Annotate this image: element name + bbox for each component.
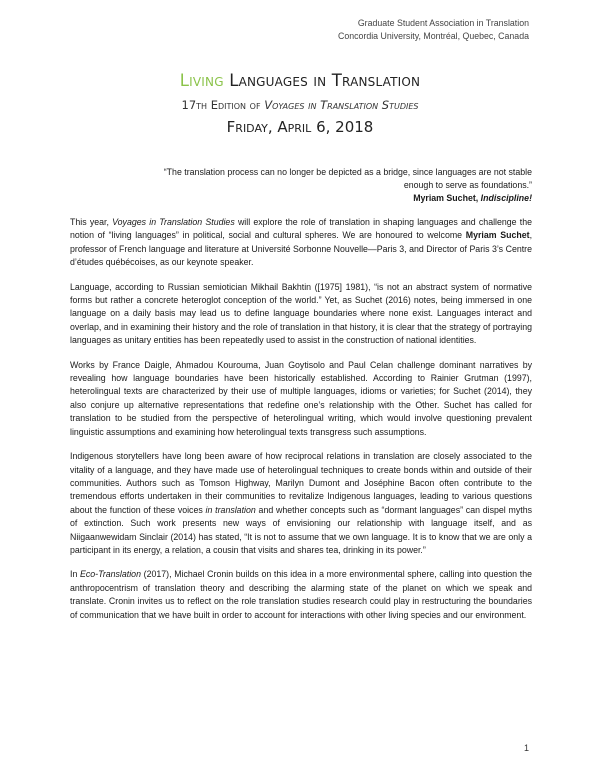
page-header [338, 17, 529, 42]
title-green-word: Living [179, 71, 224, 90]
paragraph-3: Works by France Daigle, Ahmadou Kourouma, Juan Goytisolo and Paul Celan challenge dominant narratives by revealing how language boundaries have been historically established. According to Rainier Grutman (1997), heterolingual texts are characterized by their use of multiple languages, idioms or varieties; for Suchet (2014), they also conjure up alternative representations that redefine one’s relationship with the Other. Suchet has called for translation to be studied from the perspective of heterolingual writing, which would involve questioning prevalent linguistic assumptions and examining how heterolingual texts transgress such assumptions. [70, 359, 532, 437]
p1-text-a: This year, [70, 217, 113, 227]
edition-subtitle [0, 96, 600, 114]
p5-text-a: In [70, 569, 81, 580]
quote-work: Indiscipline! [480, 193, 532, 203]
event-date: Friday, April 6, 2018 [226, 118, 374, 136]
edition-series-name: Voyages in Translation Studies [264, 98, 419, 112]
p4-text-c: and whether concepts such as “dormant languages” can dispel myths of extinction. Such work presents new ways of envisioning our relationship with language itself, and as Niigaanwewidam Sinclair (2014) has stated, “It is not to assume that we own language. It is to know that we are only a participant in its energy, a relation, a cousin that visits and shares tea, drinking in its power.” [70, 504, 532, 555]
p1-text-e: , professor of French language and literature at Université Sorbonne Nouvelle—Paris 3, and Director of Paris 3’s Centre d’études québécoises, as our keynote speaker. [70, 230, 533, 268]
edition-prefix: 17th Edition of [181, 98, 261, 112]
header-organization: Graduate Student Association in Translation [357, 18, 529, 28]
header-location: Concordia University, Montréal, Quebec, Canada [337, 30, 529, 41]
epigraph-quote [150, 166, 532, 205]
title-block [0, 70, 600, 137]
event-title [0, 70, 600, 92]
paragraph-5 [70, 568, 532, 622]
quote-author: Myriam Suchet, [413, 193, 479, 203]
paragraph-4 [70, 450, 532, 557]
paragraph-2: Language, according to Russian semiotician Mikhail Bakhtin ([1975] 1981), “is not an abstract system of normative forms but rather a concrete heteroglot conception of the world.” Yet, as Suchet (2016) notes, being immersed in one language on a daily basis may lead us to define language boundaries where none exist. Languages interact and overlap, and in examining their history and the role of translation in that history, it is clear that the strategy of portraying languages as unitary entities has been repeatedly used to assist in the construction of national identities. [70, 281, 532, 346]
p5-book-title: Eco-Translation [80, 569, 141, 580]
p4-italic: in translation [205, 504, 256, 515]
quote-attribution [150, 192, 532, 205]
paragraph-1 [70, 216, 532, 270]
p1-text-c: will explore the role of translation in shaping languages and challenge the notion of “living languages” in political, social and cultural spheres. We are honoured to welcome [70, 217, 533, 241]
body-text [70, 216, 532, 633]
p1-series-italic: Voyages in Translation Studies [112, 217, 235, 227]
p1-keynote-name: Myriam Suchet [465, 230, 530, 241]
p5-text-c: (2017), Michael Cronin builds on this idea in a more environmental sphere, calling into question the anthropocentrism of translation theory and describing the alarming state of the planet on which we speak and translate. Cronin invites us to reflect on the role translation studies research could play in restructuring the boundaries of communication that we have built in order to account for interactions with other living species and our environment. [70, 569, 532, 620]
page-number: 1 [523, 743, 529, 753]
p4-text-a: Indigenous storytellers have long been aware of how reciprocal relations in translation are closely associated to the vitality of a language, and they have made use of heterolingual techniques to create bonds within and outside of their communities. Authors such as Tomson Highway, Marilyn Dumont and Joséphine Bacon often contribute to the tremendous efforts undertaken in their communities to revitalize Indigenous languages, leading to various questions about the function of these voices [70, 451, 532, 515]
title-rest: Languages in Translation [229, 71, 421, 90]
quote-text: “The translation process can no longer be depicted as a bridge, since languages are not stable enough to serve as foundations.” [163, 167, 532, 190]
